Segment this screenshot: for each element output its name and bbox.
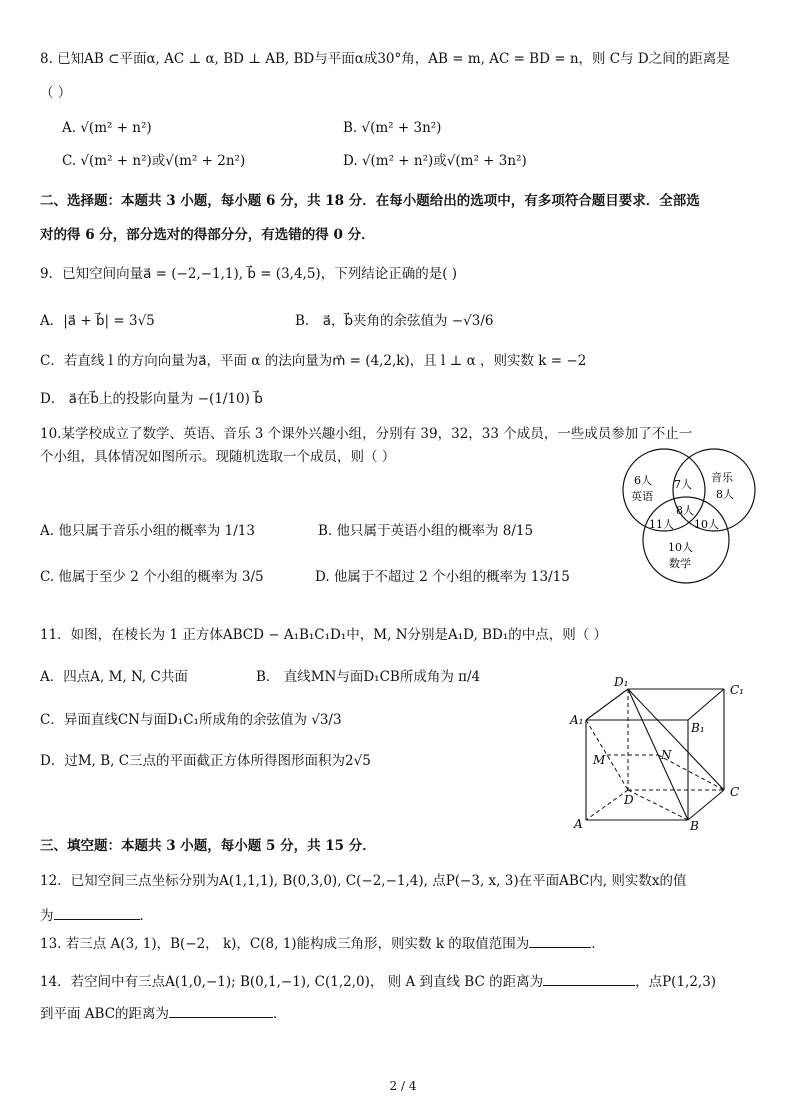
venn-math-only-count: 10人 [668,541,693,554]
cube-label-d1: D₁ [614,675,629,689]
cube-label-b1: B₁ [691,721,705,735]
q10-stem-line1: 10.某学校成立了数学、英语、音乐 3 个课外兴趣小组，分别有 39，32，33 个成员，一些成员参加了不止一 [40,426,693,442]
q14-answer-blank-1[interactable] [543,971,635,986]
q13-answer-blank[interactable] [529,933,591,948]
venn-math-label: 数学 [669,557,691,570]
q13-line [40,933,605,953]
q11-option-a: A．四点A, M, N, C共面 [40,669,188,685]
venn-music-math-count: 10人 [694,518,719,531]
cube-label-m: M [593,753,606,767]
cube-label-n: N [661,748,672,762]
q9-stem: 9．已知空间向量a⃗ = (−2,−1,1), b⃗ = (3,4,5)，下列结论正确的是( ) [40,266,458,282]
venn-english-math-count: 11人 [649,518,674,531]
q14-line2 [40,1003,287,1023]
q8-stem: 8. 已知AB ⊂平面α, AC ⊥ α, BD ⊥ AB, BD与平面α成30°角，AB = m, AC = BD = n，则 C与 D之间的距离是 [40,51,730,67]
q12-suffix: ． [139,908,153,924]
q8-option-b: B. √(m² + 3n²) [343,120,442,136]
cube-label-b: B [690,819,699,833]
q10-option-d: D. 他属于不超过 2 个小组的概率为 13/15 [315,569,570,585]
q9-option-c: C．若直线 l 的方向向量为a⃗，平面 α 的法向量为m⃗ = (4,2,k)，且 l ⊥ α ，则实数 k = −2 [40,353,587,369]
q8-option-c: C. √(m² + n²)或√(m² + 2n²) [62,153,246,169]
q14-text-b: ，点P(1,2,3) [635,974,717,990]
q14-text-c: 到平面 ABC的距离为 [40,1006,170,1022]
q12-line2 [40,905,153,925]
q12-line1: 12．已知空间三点坐标分别为A(1,1,1), B(0,3,0), C(−2,−1,4), 点P(−3, x, 3)在平面ABC内, 则实数x的值 [40,873,687,889]
cube-label-c: C [730,785,740,799]
q8-paren: （ ） [40,85,72,101]
q8-option-a: A. √(m² + n²) [62,120,152,136]
section2-heading-line1: 二、选择题：本题共 3 小题，每小题 6 分，共 18 分．在每小题给出的选项中，有多项符合题目要求．全部选 [40,193,700,209]
venn-music-label: 音乐 [711,471,733,484]
cube-label-d: D [624,793,634,807]
venn-english-only-count: 6人 [634,474,652,487]
q14-text-a: 14．若空间中有三点A(1,0,−1); B(0,1,−1), C(1,2,0)， 则 A 到直线 BC 的距离为 [40,974,544,990]
cube-label-a: A [574,817,583,831]
cube-figure [568,672,758,834]
section3-heading: 三、填空题：本题共 3 小题，每小题 5 分，共 15 分． [40,838,376,854]
q11-option-c: C．异面直线CN与面D₁C₁所成角的余弦值为 √3/3 [40,712,342,728]
q10-option-b: B. 他只属于英语小组的概率为 8/15 [318,523,534,539]
q9-option-b: B． a⃗，b⃗夹角的余弦值为 −√3/6 [295,313,494,329]
q8-option-d: D. √(m² + n²)或√(m² + 3n²) [343,153,527,169]
q10-stem-line2: 个小组，具体情况如图所示。现随机选取一个成员，则（ ） [40,449,396,465]
q12-prefix: 为 [40,908,54,924]
q13-suffix: ． [591,936,605,952]
page-number: 2 / 4 [389,1079,417,1093]
venn-english-label: 英语 [631,490,653,503]
q11-stem: 11．如图，在棱长为 1 正方体ABCD − A₁B₁C₁D₁中，M, N分别是A₁D, BD₁的中点，则（ ） [40,627,608,643]
q12-answer-blank[interactable] [54,905,140,920]
q10-option-c: C. 他属于至少 2 个小组的概率为 3/5 [40,569,264,585]
venn-english-music-count: 7人 [674,478,692,491]
q9-option-a: A．|a⃗ + b⃗| = 3√5 [40,313,155,329]
q9-option-d: D． a⃗在b⃗上的投影向量为 −(1/10) b⃗ [40,391,263,407]
cube-label-c1: C₁ [730,683,744,697]
q11-option-b: B． 直线MN与面D₁CB所成角为 π/4 [256,669,481,685]
q14-answer-blank-2[interactable] [169,1003,273,1018]
q14-line1 [40,971,716,991]
venn-diagram [612,448,777,588]
cube-label-a1: A₁ [570,713,584,727]
q14-text-d: ． [273,1006,287,1022]
q10-option-a: A. 他只属于音乐小组的概率为 1/13 [40,523,255,539]
q13-text: 13. 若三点 A(3, 1)，B(−2， k)，C(8, 1)能构成三角形，则实数 k 的取值范围为 [40,936,530,952]
section2-heading-line2: 对的得 6 分，部分选对的得部分分，有选错的得 0 分． [40,227,375,243]
venn-music-only-count: 8人 [716,488,734,501]
q11-option-d: D．过M, B, C三点的平面截正方体所得图形面积为2√5 [40,753,371,769]
venn-all-three-count: 8人 [676,504,694,517]
